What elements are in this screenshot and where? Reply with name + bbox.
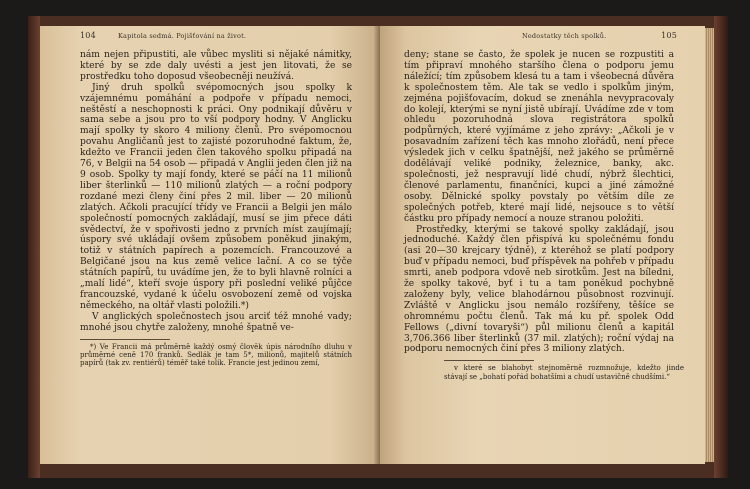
paragraph: Prostředky, kterými se takové spolky zakládají, jsou jednoduché. Každý člen přispívá ku společnému fondu (asi 20—30 krejcary týdně), z kteréhož se platí podpory buď v případu nemoci, buď příspěvek na pohřeb v případu smrti, aneb podpora vdově neb sirotkům. Jest na bíledni, že spolky takové, byť i tu a tam poněkud pochybně založeny byly, velice blahodárnou působnost rozvinují. Zvláště v Anglicku jsou nemálo rozšířeny, těšíce se ohromnému počtu členů. Tak má ku př. spolek Odd Fellows („divní tovaryši“) půl milionu členů a kapitál 3,706.366 liber šterlinků (37 mil. zlatých); roční výdaj na podporu nemocných činí přes 3 miliony zlatých. <box>404 224 674 355</box>
footnote-rule <box>444 360 534 361</box>
footnote-text: v které se blahobyt stejnoměrně rozmnožuje, kdežto jinde stávají se „bohatí pořád bohatšími a chudí ustavičně chudšími.“ <box>444 364 684 381</box>
footnote-text: *) Ve Francii má průměrně každý osmý člověk úpis národního dluhu v průměrné ceně 170 franků. Sedlák je tam 5*, milionů, majitelů státních papírů (tak zv. rentiérů) téměř také tolik. Francie jest jedinou zemí, <box>80 342 352 368</box>
paragraph: nám nejen připustiti, ale vůbec mysliti si nějaké námitky, které by se zde daly uvésti a jest jen litovati, že se prostředku toho doposud všeobecněji neužívá. <box>80 50 352 82</box>
left-page-header <box>80 32 352 44</box>
right-page-number: 105 <box>661 31 677 40</box>
left-page <box>40 26 380 464</box>
open-book <box>28 16 728 478</box>
right-footnote <box>444 364 684 381</box>
footnote-rule <box>80 339 170 340</box>
right-running-title: Nedostatky těch spolků. <box>522 32 607 40</box>
right-page-text <box>404 50 684 381</box>
right-page <box>380 26 705 464</box>
left-page-number: 104 <box>80 31 96 40</box>
left-running-title: Kapitola sedmá. Pojišťování na život. <box>118 32 247 40</box>
left-footnote <box>80 343 352 368</box>
paragraph: V anglických společnostech jsou arciť též mnohé vady; mnohé jsou chytře založeny, mnohé špatně ve- <box>80 311 352 333</box>
left-page-text <box>80 50 352 367</box>
cover-edge-right <box>714 16 728 478</box>
page-stack-edge <box>705 28 714 462</box>
paragraph: deny; stane se často, že spolek je nucen se rozpustiti a tím připraví mnohého staršího člena o podporu jemu náležící; tím způsobem klesá tu a tam i všeobecná důvěra k společnostem těm. Ale tak se vedlo i spolkům jiným, zejména pojišťovacím, dokud se znenáhla nevypracovaly do kolejí, kterými se nyní jistě ubírají. Uvádíme zde v tom ohledu pozoruhodná slova registrátora spolků podpůrných, které vyjímáme z jeho zprávy: „Ačkoli je v posavadním zařízení těch kas mnoho zlořádů, není přece výsledek jich v celku špatnější, než jakého se průměrně dodělávají veliké podniky, železnice, banky, akc. společnosti, jež nespravují lidé chudí, nýbrž šlechtici, členové parlamentu, finančníci, kupci a jiné zámožné osoby. Dělnické spolky povstaly po větším díle ze společných potřeb, které mají lidé, nejsouce s to větší částku pro případy nemocí a nouze stranou položiti. <box>404 50 674 224</box>
cover-edge-left <box>28 16 40 478</box>
right-page-header <box>404 32 677 44</box>
paragraph: Jiný druh spolků svépomocných jsou spolky k vzájemnému pomáhání a podpoře v případu nemoci, neštěstí a neschopnosti k práci. Ony podnikají důvěru v sama sebe a jsou pro to vší podpory hodny. V Anglicku mají spolky ty skoro 4 miliony členů. Pro svépomocnou povahu Angličanů jest to zajisté pozoruhodné faktum, že, kdežto ve Francii jeden člen takového spolku připadá na 76, v Belgii na 54 osob — připadá v Anglii jeden člen již na 9 osob. Spolky ty mají fondy, které se páčí na 11 milionů liber šterlinků — 110 milionů zlatých — a roční podpory rozdané mezi členy činí přes 2 mil. liber — 20 milionů zlatých. Ačkoli pracující třídy ve Francii a Belgii jen málo společností pomocných zakládají, musí se jim přece dáti svědectví, že v spořivosti jedno z prvních míst zaujímají; úspory své ukládají ovšem způsobem poněkud jinakým, totiž v státních papírech a pozemcích. Francouzové a Belgičané jsou na kus země velice lační. A co se týče státních papírů, tu uvádíme jen, že to byli hlavně rolníci a „malí lidé“, kteří svoje úspory při poslední veliké půjčce francouzské, vydané k účelu osvobození země od vojska německého, na oltář vlasti položili.*) <box>80 82 352 311</box>
